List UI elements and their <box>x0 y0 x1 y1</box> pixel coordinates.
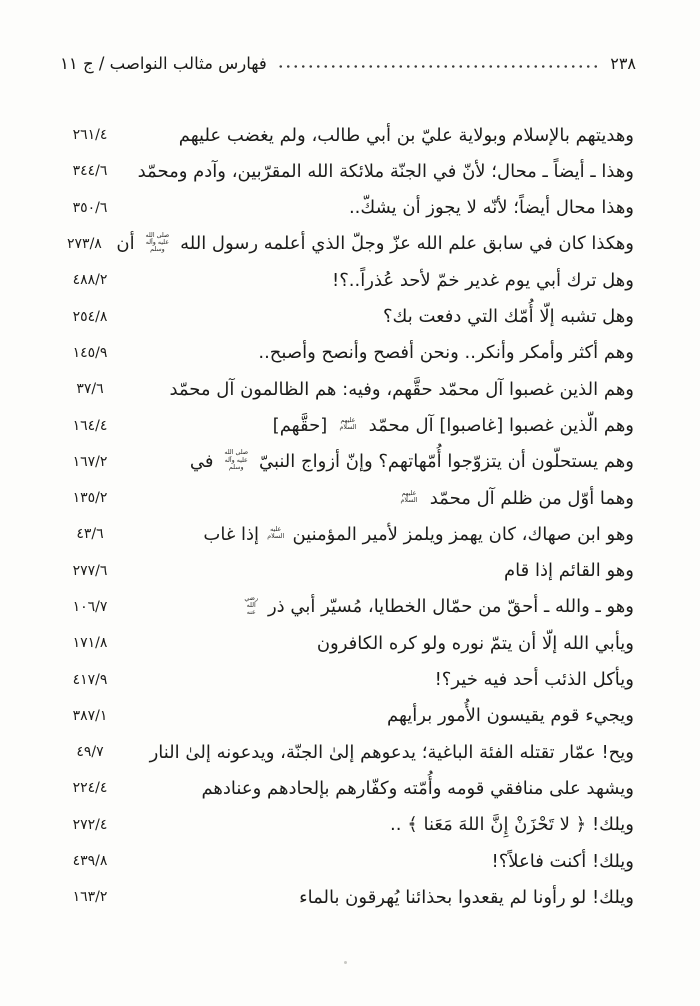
honorific-mark-icon: عليه السلام <box>267 525 285 540</box>
entry-ref: ٤١٧/٩ <box>72 671 108 688</box>
index-entry <box>56 698 634 734</box>
index-entry <box>56 734 634 770</box>
entry-ref: ٤٨٨/٢ <box>72 272 108 289</box>
index-entry <box>56 661 634 697</box>
index-entry <box>56 407 634 443</box>
entry-text: ويشهد على منافقي قومه وأُمّته وكفّارهم بإلحادهم وعنادهم <box>201 777 634 799</box>
index-entry <box>56 262 634 298</box>
entry-ref: ٢٧٢/٤ <box>72 816 108 833</box>
entry-ref: ٢٦١/٤ <box>72 127 108 144</box>
entry-text: ويجيء قوم يقيسون الأُمور برأيهم <box>387 705 634 727</box>
scan-artifact-dot <box>344 961 347 964</box>
entry-text: وهو القائم إذا قام <box>504 560 634 582</box>
index-entry <box>56 480 634 516</box>
index-entry <box>56 770 634 806</box>
entry-text: وهكذا كان في سابق علم الله عزّ وجلّ الذي أعلمه رسول الله صلى الله عليه وآله وسلم أن <box>116 231 634 255</box>
index-entry <box>56 589 634 625</box>
entry-text: ويح! عمّار تقتله الفئة الباغية؛ يدعوهم إلىٰ الجنّة، ويدعونه إلىٰ النار <box>149 741 634 763</box>
entry-ref: ١٦٣/٢ <box>72 889 108 906</box>
entry-ref: ٤٩/٧ <box>76 744 104 761</box>
index-list <box>56 117 634 916</box>
entry-text: وهديتهم بالإسلام وبولاية عليّ بن أبي طالب، ولم يغضب عليهم <box>178 124 634 146</box>
entry-text: ويأكل الذئب أحد فيه خير؟! <box>434 669 634 691</box>
entry-text: ويلك! لو رأونا لم يقعدوا بحذائنا يُهرقون بالماء <box>299 886 634 908</box>
index-entry <box>56 879 634 915</box>
entry-ref: ٣٤٤/٦ <box>72 163 108 180</box>
entry-ref: ٢٥٤/٨ <box>72 308 108 325</box>
index-entry <box>56 843 634 879</box>
entry-text: وهم الّذين غصبوا [غاصبوا] آل محمّد عليهم السلام [حقَّهم] <box>272 415 634 437</box>
entry-ref: ٣٨٧/١ <box>72 707 108 724</box>
index-entry <box>56 444 634 480</box>
entry-text: وهل ترك أبي يوم غدير خمّ لأحد عُذراً..؟! <box>332 269 634 291</box>
index-entry <box>56 298 634 334</box>
index-entry <box>56 371 634 407</box>
entry-text: وهو ـ والله ـ أحقّ من حمّال الخطايا، مُسيّر أبي ذر رضي الله عنه <box>240 596 634 618</box>
entry-text: ويأبي الله إلّا أن يتمّ نوره ولو كره الكافرون <box>316 632 634 654</box>
entry-text: وهما أوّل من ظلم آل محمّد عليهم السلام <box>394 488 634 509</box>
entry-ref: ٣٧/٦ <box>76 381 104 398</box>
dotted-leader <box>277 63 600 69</box>
entry-ref: ١٦٤/٤ <box>72 417 108 434</box>
entry-text: وهم يستحلّون أن يتزوّجوا أُمّهاتهم؟ وإنّ أزواج النبيّ صلى الله عليه وآله وسلم في <box>189 449 634 473</box>
entry-ref: ٢٧٧/٦ <box>72 562 108 579</box>
entry-ref: ١٤٥/٩ <box>72 344 108 361</box>
index-entry <box>56 190 634 226</box>
index-entry <box>56 117 634 153</box>
entry-text: وهل تشبه إلّا أُمّك التي دفعت بك؟ <box>382 306 634 328</box>
entry-ref: ٤٣/٦ <box>76 526 104 543</box>
index-entry <box>56 553 634 589</box>
entry-text: ويلك! أكنت فاعلاً؟! <box>491 850 634 872</box>
entry-ref: ١٠٦/٧ <box>72 599 108 615</box>
entry-text: ويلك! ﴿ لا تَحْزَنْ إِنَّ اللهَ مَعَنا ﴾ .. <box>390 814 634 836</box>
entry-text: وهم الذين غصبوا آل محمّد حقَّهم، وفيه: هم الظالمون آل محمّد <box>169 378 634 400</box>
entry-ref: ١٦٧/٢ <box>72 453 108 470</box>
honorific-mark-icon: عليهم السلام <box>400 489 418 504</box>
honorific-mark-icon: صلى الله عليه وآله وسلم <box>224 449 249 471</box>
entry-text: وهم أكثر وأمكر وأنكر.. ونحن أفصح وأنصح وأصبح.. <box>258 342 634 364</box>
index-entry <box>56 226 634 262</box>
honorific-mark-icon: رضي الله عنه <box>244 594 259 616</box>
entry-ref: ١٣٥/٢ <box>72 490 108 507</box>
index-entry <box>56 625 634 661</box>
honorific-mark-icon: صلى الله عليه وآله وسلم <box>145 231 170 253</box>
index-entry <box>56 807 634 843</box>
index-entry <box>56 153 634 189</box>
page-number: ٢٣٨ <box>610 54 636 73</box>
entry-text: وهو ابن صهاك، كان يهمز ويلمز لأمير المؤمنين عليه السلام إذا غاب <box>203 523 634 545</box>
index-entry <box>56 516 634 552</box>
entry-ref: ١٧١/٨ <box>72 635 108 652</box>
honorific-mark-icon: عليهم السلام <box>339 416 357 432</box>
entry-ref: ٣٥٠/٦ <box>72 199 108 216</box>
index-entry <box>56 335 634 371</box>
entry-text: وهذا محال أيضاً؛ لأنّه لا يجوز أن يشكّ.. <box>348 197 634 219</box>
page-header <box>60 54 636 73</box>
entry-ref: ٢٢٤/٤ <box>72 780 108 797</box>
entry-ref: ٢٧٣/٨ <box>67 236 102 253</box>
book-title: فهارس مثالب النواصب / ج ١١ <box>60 54 267 73</box>
entry-ref: ٤٣٩/٨ <box>72 853 108 870</box>
entry-text: وهذا ـ أيضاً ـ محال؛ لأنّ في الجنّة ملائكة الله المقرّبين، وآدم ومحمّد <box>137 160 634 182</box>
